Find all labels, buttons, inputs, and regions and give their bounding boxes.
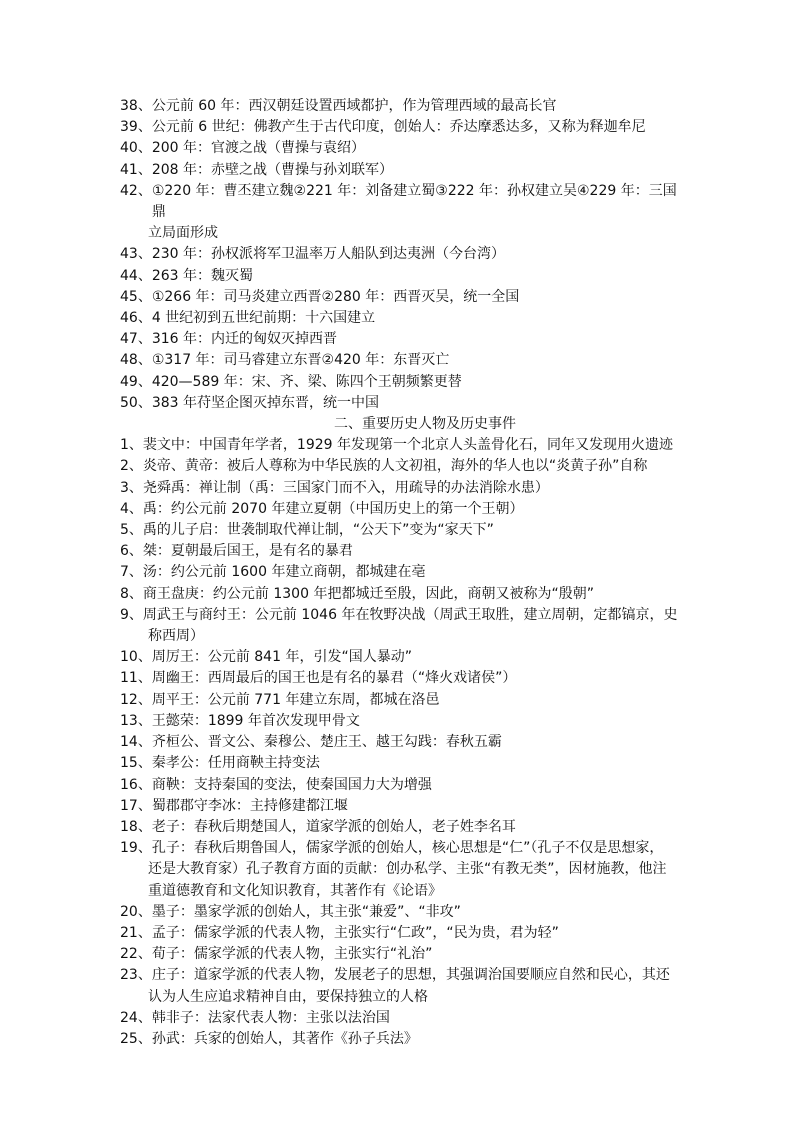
list-item (120, 478, 690, 499)
item-number: 24、 (120, 1009, 152, 1026)
item-number: 4、 (120, 500, 143, 517)
item-number: 8、 (120, 585, 143, 602)
item-number: 6、 (120, 543, 143, 560)
item-text: 重道德教育和文化知识教育，其著作有《论语》 (148, 882, 442, 899)
item-number: 9、 (120, 606, 143, 623)
item-number: 10、 (120, 649, 152, 666)
list-item (120, 244, 690, 265)
list-item (120, 1029, 690, 1050)
item-text: 公元前 60 年：西汉朝廷设置西域都护，作为管理西域的最高长官 (151, 98, 557, 114)
list-item (120, 520, 690, 541)
item-number: 46、 (120, 310, 152, 327)
item-text: 200 年：官渡之战（曹操与袁绍） (151, 140, 365, 157)
item-number: 25、 (120, 1030, 152, 1047)
item-number: 7、 (120, 564, 143, 581)
list-item (120, 1008, 690, 1029)
item-text: 蜀郡郡守李冰：主持修建都江堰 (151, 797, 348, 814)
item-text: 称西周） (148, 628, 204, 645)
item-text: 4 世纪初到五世纪前期：十六国建立 (151, 310, 376, 327)
list-item (120, 965, 690, 986)
item-number: 39、 (120, 119, 152, 136)
item-number: 15、 (120, 755, 152, 772)
item-number: 43、 (120, 246, 152, 263)
list-item (120, 775, 690, 796)
list-item-continuation (120, 859, 690, 880)
list-item (120, 796, 690, 817)
item-number: 48、 (120, 352, 152, 369)
item-text: 230 年：孙权派将军卫温率万人船队到达夷洲（今台湾） (151, 246, 505, 263)
item-text: 还是大教育家）孔子教育方面的贡献：创办私学、主张“有教无类”，因材施教，他注 (148, 861, 667, 878)
section-heading: 二、重要历史人物及历史事件 (334, 416, 516, 433)
list-item (120, 562, 690, 583)
item-number: 20、 (120, 903, 152, 920)
item-text: 墨子：墨家学派的创始人，其主张“兼爱”、“非攻” (151, 903, 461, 920)
list-item (120, 838, 690, 859)
item-number: 17、 (120, 797, 152, 814)
item-text: 庄子：道家学派的代表人物，发展老子的思想，其强调治国要顺应自然和民心，其还 (151, 967, 670, 984)
list-item (120, 732, 690, 753)
item-text: 周平王：公元前 771 年建立东周，都城在洛邑 (151, 691, 440, 708)
list-item (120, 96, 690, 117)
list-item (120, 117, 690, 138)
item-text: 荀子：儒家学派的代表人物，主张实行“礼治” (151, 946, 433, 963)
item-number: 23、 (120, 967, 152, 984)
item-text: 商鞅：支持秦国的变法，使秦国国力大为增强 (151, 776, 432, 793)
item-text: 420—589 年：宋、齐、梁、陈四个王朝频繁更替 (151, 373, 462, 390)
list-item (120, 181, 690, 223)
item-text: ①220 年：曹丕建立魏②221 年：刘备建立蜀③222 年：孙权建立吴④229 年：三国鼎 (151, 182, 677, 221)
list-item (120, 690, 690, 711)
item-text: 208 年：赤壁之战（曹操与孙刘联军） (151, 161, 393, 178)
item-text: 立局面形成 (148, 225, 218, 242)
list-item (120, 138, 690, 159)
list-item (120, 902, 690, 923)
item-number: 38、 (120, 98, 152, 114)
item-text: 孙武：兵家的创始人，其著作《孙子兵法》 (151, 1030, 418, 1047)
item-text: ①266 年：司马炎建立西晋②280 年：西晋灭吴，统一全国 (151, 288, 520, 305)
list-item (120, 584, 690, 605)
item-text: 老子：春秋后期楚国人，道家学派的创始人，老子姓李名耳 (151, 818, 516, 835)
list-item (120, 393, 690, 414)
item-text: 商王盘庚：约公元前 1300 年把都城迁至殷，因此，商朝又被称为“殷朝” (142, 585, 594, 602)
item-text: 禹的儿子启：世袭制取代禅让制，“公天下”变为“家天下” (142, 522, 494, 539)
list-item (120, 287, 690, 308)
list-item (120, 647, 690, 668)
item-text: ①317 年：司马睿建立东晋②420 年：东晋灭亡 (151, 352, 450, 369)
list-item (120, 435, 690, 456)
item-text: 裴文中：中国青年学者，1929 年发现第一个北京人头盖骨化石，同年又发现用火遗迹 (142, 437, 673, 454)
item-text: 孟子：儒家学派的代表人物，主张实行“仁政”，“民为贵，君为轻” (151, 924, 559, 941)
item-text: 秦孝公：任用商鞅主持变法 (151, 755, 320, 772)
item-text: 认为人生应追求精神自由，要保持独立的人格 (148, 988, 428, 1005)
list-item (120, 372, 690, 393)
item-number: 49、 (120, 373, 152, 390)
list-item (120, 541, 690, 562)
list-item (120, 499, 690, 520)
list-item (120, 923, 690, 944)
item-number: 19、 (120, 840, 152, 857)
item-text: 桀：夏朝最后国王，是有名的暴君 (142, 543, 353, 560)
list-item (120, 944, 690, 965)
item-text: 263 年：魏灭蜀 (151, 267, 253, 284)
list-item (120, 753, 690, 774)
item-text: 禹：约公元前 2070 年建立夏朝（中国历史上的第一个王朝） (142, 500, 524, 517)
list-item (120, 817, 690, 838)
history-list (120, 96, 690, 1050)
item-number: 41、 (120, 161, 152, 178)
list-item (120, 456, 690, 477)
item-text: 周武王与商纣王：公元前 1046 年在牧野决战（周武王取胜，建立周朝，定都镐京，史 (142, 606, 678, 623)
list-item-continuation (120, 987, 690, 1008)
item-text: 王懿荣：1899 年首次发现甲骨文 (151, 712, 360, 729)
item-number: 45、 (120, 288, 152, 305)
item-text: 齐桓公、晋文公、秦穆公、楚庄王、越王勾践：春秋五霸 (151, 734, 502, 751)
item-number: 18、 (120, 818, 152, 835)
item-number: 3、 (120, 479, 143, 496)
item-number: 14、 (120, 734, 152, 751)
list-item (120, 266, 690, 287)
list-item (120, 308, 690, 329)
item-text: 383 年苻坚企图灭掉东晋，统一中国 (151, 394, 379, 411)
item-number: 2、 (120, 458, 143, 475)
list-item (120, 350, 690, 371)
list-item-continuation (120, 881, 690, 902)
list-item (120, 711, 690, 732)
list-item (120, 668, 690, 689)
item-text: 周幽王：西周最后的国王也是有名的暴君（“烽火戏诸侯”） (151, 670, 517, 687)
item-text: 韩非子：法家代表人物：主张以法治国 (151, 1009, 390, 1026)
item-text: 316 年：内迁的匈奴灭掉西晋 (151, 331, 337, 348)
item-text: 公元前 6 世纪：佛教产生于古代印度，创始人：乔达摩悉达多，又称为释迦牟尼 (151, 119, 646, 136)
item-number: 42、 (120, 182, 152, 199)
item-text: 孔子：春秋后期鲁国人，儒家学派的创始人，核心思想是“仁”（孔子不仅是思想家， (151, 840, 664, 857)
list-item (120, 160, 690, 181)
item-number: 21、 (120, 924, 152, 941)
item-number: 44、 (120, 267, 152, 284)
item-number: 12、 (120, 691, 152, 708)
list-item (120, 605, 690, 626)
item-number: 1、 (120, 437, 143, 454)
item-text: 尧舜禹：禅让制（禹：三国家门而不入，用疏导的办法消除水患） (142, 479, 549, 496)
item-number: 47、 (120, 331, 152, 348)
item-number: 13、 (120, 712, 152, 729)
list-item (120, 329, 690, 350)
list-item-continuation (120, 223, 690, 244)
item-number: 5、 (120, 522, 143, 539)
item-text: 炎帝、黄帝：被后人尊称为中华民族的人文初祖，海外的华人也以“炎黄子孙”自称 (142, 458, 648, 475)
item-text: 周厉王：公元前 841 年，引发“国人暴动” (151, 649, 412, 666)
item-number: 50、 (120, 394, 152, 411)
item-text: 汤：约公元前 1600 年建立商朝，都城建在亳 (142, 564, 426, 581)
item-number: 22、 (120, 946, 152, 963)
item-number: 40、 (120, 140, 152, 157)
list-item-continuation (120, 626, 690, 647)
item-number: 16、 (120, 776, 152, 793)
item-number: 11、 (120, 670, 152, 687)
